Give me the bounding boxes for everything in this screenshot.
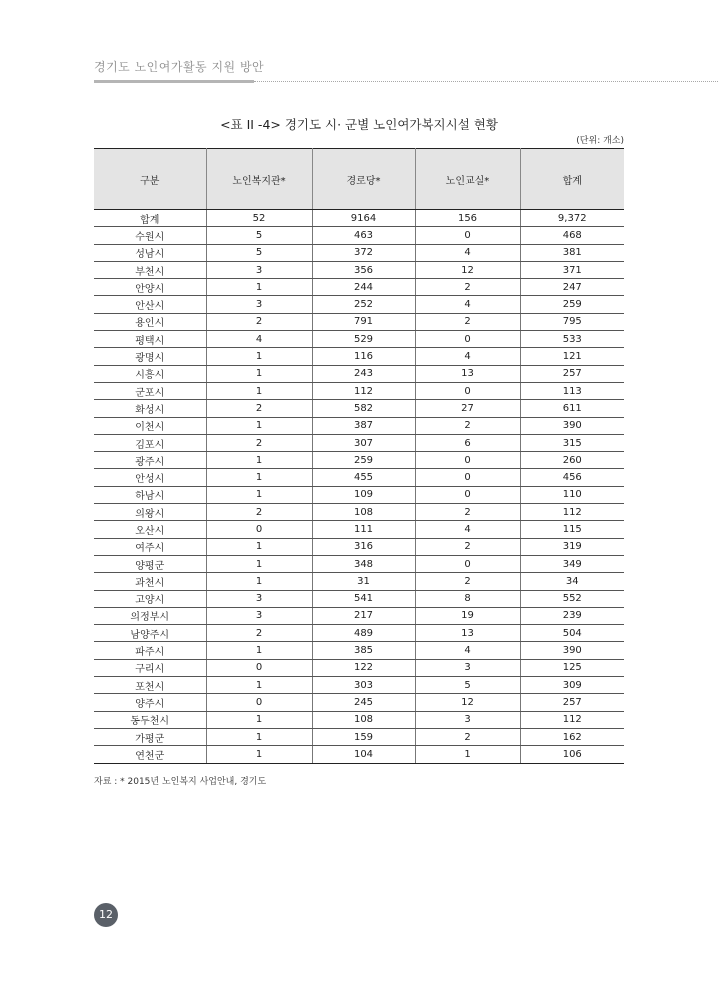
welfare-center-cell: 5 xyxy=(206,227,312,244)
senior-hall-cell: 112 xyxy=(312,382,415,399)
total-cell: 125 xyxy=(520,659,624,676)
total-cell: 468 xyxy=(520,227,624,244)
senior-class-cell: 0 xyxy=(415,227,520,244)
welfare-center-cell: 2 xyxy=(206,504,312,521)
total-cell: 319 xyxy=(520,538,624,555)
welfare-center-cell: 1 xyxy=(206,486,312,503)
senior-class-cell: 13 xyxy=(415,365,520,382)
total-cell: 257 xyxy=(520,365,624,382)
region-cell: 가평군 xyxy=(94,728,206,745)
table-row xyxy=(94,313,624,330)
total-cell: 390 xyxy=(520,417,624,434)
region-cell: 오산시 xyxy=(94,521,206,538)
senior-hall-cell: 244 xyxy=(312,279,415,296)
region-cell: 시흥시 xyxy=(94,365,206,382)
welfare-center-cell: 1 xyxy=(206,573,312,590)
total-cell: 260 xyxy=(520,452,624,469)
welfare-center-cell: 3 xyxy=(206,607,312,624)
senior-hall-cell: 356 xyxy=(312,261,415,278)
region-cell: 군포시 xyxy=(94,382,206,399)
senior-hall-cell: 529 xyxy=(312,331,415,348)
total-cell: 106 xyxy=(520,746,624,763)
unit-note: (단위: 개소) xyxy=(576,136,624,146)
region-cell: 의왕시 xyxy=(94,504,206,521)
region-cell: 의정부시 xyxy=(94,607,206,624)
senior-hall-cell: 217 xyxy=(312,607,415,624)
welfare-center-cell: 1 xyxy=(206,677,312,694)
senior-hall-cell: 582 xyxy=(312,400,415,417)
region-cell: 포천시 xyxy=(94,677,206,694)
senior-class-cell: 19 xyxy=(415,607,520,624)
table-row xyxy=(94,677,624,694)
total-cell: 112 xyxy=(520,504,624,521)
total-cell: 611 xyxy=(520,400,624,417)
header-category: 구분 xyxy=(94,149,206,210)
senior-class-cell: 4 xyxy=(415,244,520,261)
senior-hall-cell: 387 xyxy=(312,417,415,434)
welfare-center-cell: 1 xyxy=(206,469,312,486)
total-cell: 34 xyxy=(520,573,624,590)
senior-class-cell: 2 xyxy=(415,279,520,296)
region-cell: 안산시 xyxy=(94,296,206,313)
senior-hall-cell: 31 xyxy=(312,573,415,590)
welfare-center-cell: 1 xyxy=(206,642,312,659)
region-cell: 성남시 xyxy=(94,244,206,261)
senior-class-cell: 156 xyxy=(415,210,520,227)
welfare-center-cell: 0 xyxy=(206,659,312,676)
senior-class-cell: 0 xyxy=(415,382,520,399)
senior-class-cell: 4 xyxy=(415,296,520,313)
senior-class-cell: 2 xyxy=(415,728,520,745)
senior-hall-cell: 316 xyxy=(312,538,415,555)
senior-hall-cell: 489 xyxy=(312,625,415,642)
source-note: 자료 : * 2015년 노인복지 사업안내, 경기도 xyxy=(94,777,267,787)
table-row xyxy=(94,555,624,572)
total-cell: 552 xyxy=(520,590,624,607)
welfare-center-cell: 1 xyxy=(206,365,312,382)
table-body xyxy=(94,210,624,764)
table-row xyxy=(94,365,624,382)
region-cell: 양주시 xyxy=(94,694,206,711)
table-title: <표 II -4> 경기도 시· 군별 노인여가복지시설 현황 xyxy=(220,117,498,132)
senior-hall-cell: 122 xyxy=(312,659,415,676)
region-cell: 김포시 xyxy=(94,434,206,451)
total-cell: 9,372 xyxy=(520,210,624,227)
table-row xyxy=(94,452,624,469)
senior-class-cell: 6 xyxy=(415,434,520,451)
total-cell: 349 xyxy=(520,555,624,572)
senior-class-cell: 2 xyxy=(415,417,520,434)
senior-hall-cell: 385 xyxy=(312,642,415,659)
senior-hall-cell: 303 xyxy=(312,677,415,694)
senior-class-cell: 27 xyxy=(415,400,520,417)
total-cell: 390 xyxy=(520,642,624,659)
header-total: 합계 xyxy=(520,149,624,210)
region-cell: 합계 xyxy=(94,210,206,227)
table-row xyxy=(94,486,624,503)
welfare-center-cell: 2 xyxy=(206,400,312,417)
total-cell: 533 xyxy=(520,331,624,348)
total-cell: 239 xyxy=(520,607,624,624)
senior-class-cell: 5 xyxy=(415,677,520,694)
welfare-center-cell: 1 xyxy=(206,555,312,572)
welfare-center-cell: 2 xyxy=(206,313,312,330)
table-row xyxy=(94,469,624,486)
welfare-center-cell: 1 xyxy=(206,417,312,434)
region-cell: 동두천시 xyxy=(94,711,206,728)
table-row xyxy=(94,694,624,711)
region-cell: 연천군 xyxy=(94,746,206,763)
senior-hall-cell: 9164 xyxy=(312,210,415,227)
senior-hall-cell: 245 xyxy=(312,694,415,711)
table-row xyxy=(94,382,624,399)
region-cell: 부천시 xyxy=(94,261,206,278)
region-cell: 수원시 xyxy=(94,227,206,244)
total-cell: 110 xyxy=(520,486,624,503)
senior-class-cell: 3 xyxy=(415,659,520,676)
senior-hall-cell: 252 xyxy=(312,296,415,313)
table-row xyxy=(94,434,624,451)
region-cell: 이천시 xyxy=(94,417,206,434)
welfare-center-cell: 1 xyxy=(206,728,312,745)
region-cell: 고양시 xyxy=(94,590,206,607)
header-senior-hall: 경로당* xyxy=(312,149,415,210)
region-cell: 남양주시 xyxy=(94,625,206,642)
region-cell: 여주시 xyxy=(94,538,206,555)
region-cell: 파주시 xyxy=(94,642,206,659)
senior-class-cell: 0 xyxy=(415,486,520,503)
region-cell: 과천시 xyxy=(94,573,206,590)
senior-class-cell: 0 xyxy=(415,452,520,469)
senior-hall-cell: 791 xyxy=(312,313,415,330)
table-row xyxy=(94,746,624,763)
senior-hall-cell: 116 xyxy=(312,348,415,365)
welfare-center-cell: 1 xyxy=(206,538,312,555)
welfare-center-cell: 3 xyxy=(206,296,312,313)
senior-hall-cell: 108 xyxy=(312,711,415,728)
region-cell: 용인시 xyxy=(94,313,206,330)
table-row xyxy=(94,261,624,278)
senior-hall-cell: 463 xyxy=(312,227,415,244)
total-cell: 309 xyxy=(520,677,624,694)
total-cell: 115 xyxy=(520,521,624,538)
table-row xyxy=(94,711,624,728)
welfare-center-cell: 1 xyxy=(206,348,312,365)
senior-hall-cell: 372 xyxy=(312,244,415,261)
senior-hall-cell: 243 xyxy=(312,365,415,382)
senior-hall-cell: 541 xyxy=(312,590,415,607)
senior-hall-cell: 259 xyxy=(312,452,415,469)
senior-hall-cell: 109 xyxy=(312,486,415,503)
welfare-center-cell: 1 xyxy=(206,279,312,296)
region-cell: 구리시 xyxy=(94,659,206,676)
senior-hall-cell: 104 xyxy=(312,746,415,763)
senior-class-cell: 2 xyxy=(415,504,520,521)
senior-class-cell: 2 xyxy=(415,313,520,330)
welfare-center-cell: 3 xyxy=(206,590,312,607)
region-cell: 화성시 xyxy=(94,400,206,417)
table-row xyxy=(94,590,624,607)
page-number-badge: 12 xyxy=(94,903,118,927)
table-row xyxy=(94,521,624,538)
region-cell: 광주시 xyxy=(94,452,206,469)
senior-hall-cell: 159 xyxy=(312,728,415,745)
welfare-center-cell: 1 xyxy=(206,711,312,728)
welfare-center-cell: 0 xyxy=(206,694,312,711)
welfare-center-cell: 4 xyxy=(206,331,312,348)
total-cell: 112 xyxy=(520,711,624,728)
total-cell: 381 xyxy=(520,244,624,261)
total-cell: 113 xyxy=(520,382,624,399)
table-row xyxy=(94,573,624,590)
welfare-center-cell: 0 xyxy=(206,521,312,538)
table-row xyxy=(94,227,624,244)
senior-class-cell: 4 xyxy=(415,521,520,538)
welfare-center-cell: 1 xyxy=(206,382,312,399)
welfare-center-cell: 3 xyxy=(206,261,312,278)
total-cell: 315 xyxy=(520,434,624,451)
total-cell: 456 xyxy=(520,469,624,486)
senior-class-cell: 4 xyxy=(415,348,520,365)
senior-hall-cell: 111 xyxy=(312,521,415,538)
table-row xyxy=(94,400,624,417)
total-cell: 371 xyxy=(520,261,624,278)
region-cell: 광명시 xyxy=(94,348,206,365)
total-cell: 162 xyxy=(520,728,624,745)
senior-class-cell: 12 xyxy=(415,694,520,711)
table-row xyxy=(94,659,624,676)
region-cell: 평택시 xyxy=(94,331,206,348)
senior-class-cell: 0 xyxy=(415,469,520,486)
senior-class-cell: 12 xyxy=(415,261,520,278)
welfare-center-cell: 1 xyxy=(206,452,312,469)
header-rule-solid xyxy=(94,80,254,83)
table-row xyxy=(94,331,624,348)
total-cell: 259 xyxy=(520,296,624,313)
facility-table xyxy=(94,148,624,764)
table-row xyxy=(94,279,624,296)
senior-class-cell: 2 xyxy=(415,538,520,555)
welfare-center-cell: 2 xyxy=(206,434,312,451)
senior-hall-cell: 348 xyxy=(312,555,415,572)
total-cell: 247 xyxy=(520,279,624,296)
senior-class-cell: 8 xyxy=(415,590,520,607)
total-cell: 504 xyxy=(520,625,624,642)
welfare-center-cell: 2 xyxy=(206,625,312,642)
table-row xyxy=(94,607,624,624)
senior-class-cell: 0 xyxy=(415,555,520,572)
table-row xyxy=(94,244,624,261)
table-row xyxy=(94,625,624,642)
table-row xyxy=(94,210,624,227)
welfare-center-cell: 5 xyxy=(206,244,312,261)
senior-hall-cell: 108 xyxy=(312,504,415,521)
senior-hall-cell: 455 xyxy=(312,469,415,486)
total-cell: 795 xyxy=(520,313,624,330)
table-header-row xyxy=(94,149,624,210)
senior-class-cell: 13 xyxy=(415,625,520,642)
table-row xyxy=(94,417,624,434)
senior-class-cell: 1 xyxy=(415,746,520,763)
table-row xyxy=(94,296,624,313)
region-cell: 양평군 xyxy=(94,555,206,572)
total-cell: 257 xyxy=(520,694,624,711)
table-row xyxy=(94,642,624,659)
senior-class-cell: 2 xyxy=(415,573,520,590)
header-rule-dotted xyxy=(254,81,718,82)
header-senior-welfare-center: 노인복지관* xyxy=(206,149,312,210)
table-row xyxy=(94,348,624,365)
senior-class-cell: 0 xyxy=(415,331,520,348)
region-cell: 안성시 xyxy=(94,469,206,486)
table-row xyxy=(94,504,624,521)
table-row xyxy=(94,538,624,555)
total-cell: 121 xyxy=(520,348,624,365)
running-head: 경기도 노인여가활동 지원 방안 xyxy=(94,60,265,74)
table-row xyxy=(94,728,624,745)
senior-class-cell: 4 xyxy=(415,642,520,659)
welfare-center-cell: 52 xyxy=(206,210,312,227)
region-cell: 하남시 xyxy=(94,486,206,503)
senior-hall-cell: 307 xyxy=(312,434,415,451)
senior-class-cell: 3 xyxy=(415,711,520,728)
region-cell: 안양시 xyxy=(94,279,206,296)
header-senior-class: 노인교실* xyxy=(415,149,520,210)
welfare-center-cell: 1 xyxy=(206,746,312,763)
